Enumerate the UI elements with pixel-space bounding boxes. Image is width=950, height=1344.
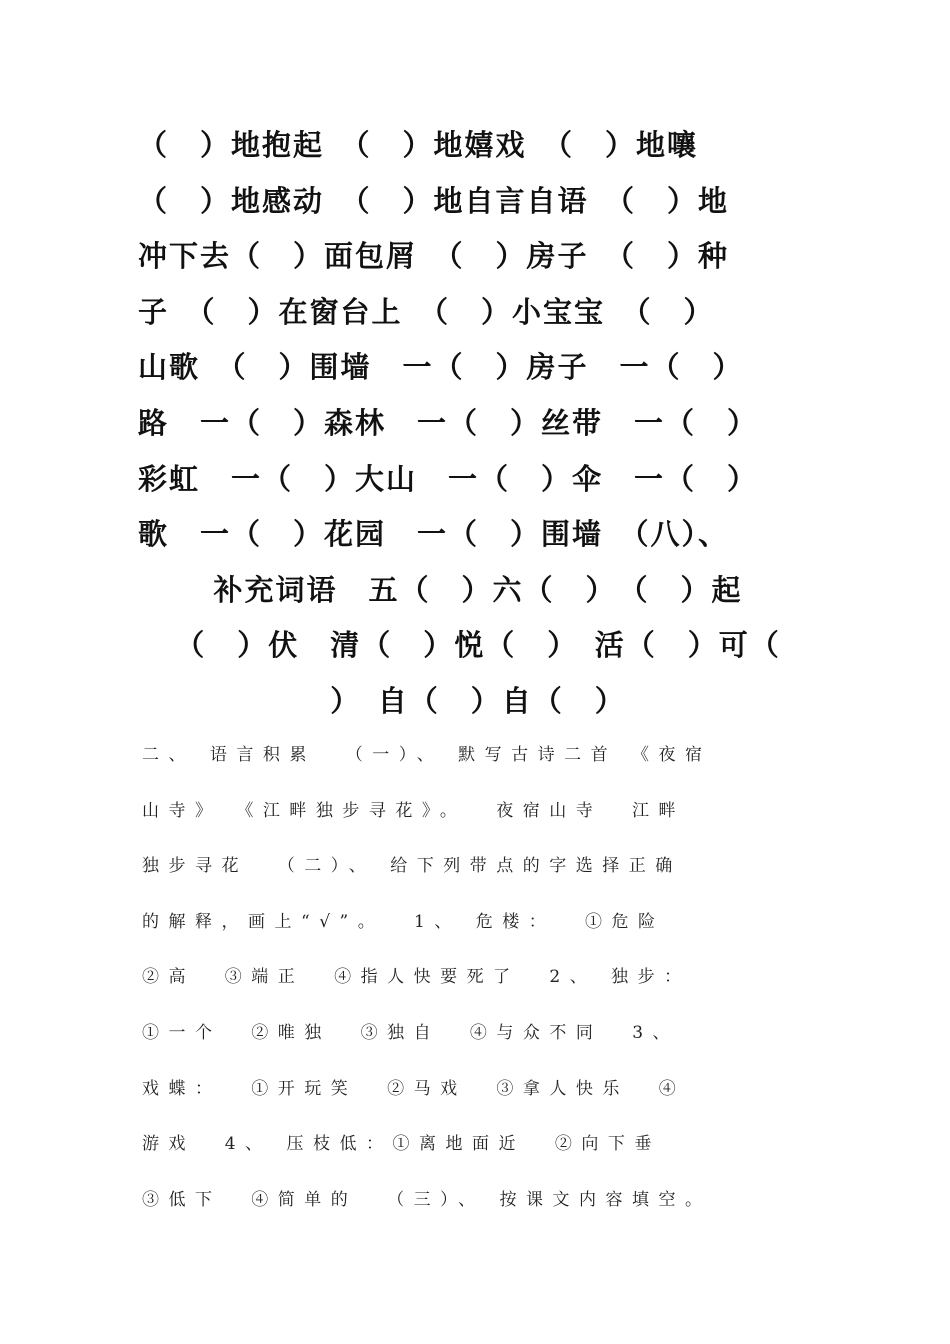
- section-line: ③低下 ④简单的 （三）、 按课文内容填空。: [142, 1189, 712, 1210]
- section-line: 二、 语言积累 （一）、 默写古诗二首 《夜宿: [142, 745, 712, 765]
- word-fill-exercise: [138, 118, 818, 730]
- section-line: 戏蝶： ①开玩笑 ②马戏 ③拿人快乐 ④: [142, 1078, 686, 1099]
- section-line: 独步寻花 （二）、 给下列带点的字选择正确: [142, 856, 682, 877]
- exercise-line: 子 （ ）在窗台上 （ ）小宝宝 （ ）: [138, 294, 715, 329]
- exercise-line: 冲下去（ ）面包屑 （ ）房子 （ ）种: [138, 239, 730, 274]
- exercise-line: 路 一（ ）森林 一（ ）丝带 一（ ）: [138, 405, 759, 440]
- exercise-line: （ ）地抱起 （ ）地嬉戏 （ ）地嚷: [138, 128, 699, 162]
- language-accumulation-section: [142, 728, 842, 1228]
- exercise-line: 山歌 （ ）围墙 一（ ）房子 一（ ）: [138, 350, 744, 385]
- exercise-line: （ ）伏 清（ ）悦（ ） 活（ ）可（: [175, 628, 781, 663]
- section-line: 游戏 4、 压枝低：①离地面近 ②向下垂: [142, 1134, 661, 1155]
- section-line: ②高 ③端正 ④指人快要死了 2、 独步：: [142, 967, 691, 988]
- exercise-line: 歌 一（ ）花园 一（ ）围墙 （八）、: [138, 517, 730, 552]
- section-line: 的解释，画上“√”。 1、 危楼： ①危险: [142, 911, 665, 932]
- exercise-line: 补充词语 五（ ）六（ ） （ ）起: [213, 572, 743, 607]
- section-line: 山寺》 《江畔独步寻花》。 夜宿山寺 江畔: [142, 800, 686, 821]
- section-line: ①一个 ②唯独 ③独自 ④与众不同 3、: [142, 1022, 680, 1043]
- exercise-line: ） 自（ ）自（ ）: [330, 683, 626, 718]
- exercise-line: （ ）地感动 （ ）地自言自语 （ ）地: [138, 183, 730, 218]
- exercise-line: 彩虹 一（ ）大山 一（ ）伞 一（ ）: [138, 461, 759, 496]
